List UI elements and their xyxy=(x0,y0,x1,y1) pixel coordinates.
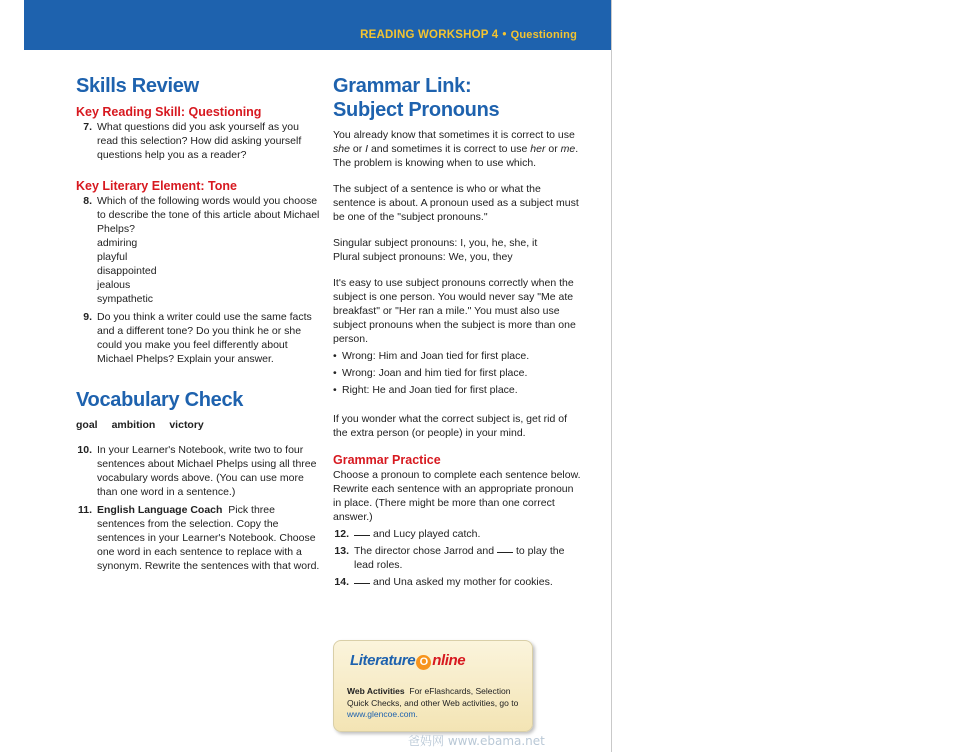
grammar-paragraph-1 xyxy=(333,128,583,170)
example-bullet: • Right: He and Joan tied for first place. xyxy=(333,383,583,397)
glencoe-link[interactable]: www.glencoe.com. xyxy=(347,709,418,719)
question-7 xyxy=(76,120,320,162)
tone-options xyxy=(97,236,320,306)
tone-option: admiring xyxy=(97,237,138,249)
question-text xyxy=(97,503,320,573)
text: . The problem is knowing when to use which. xyxy=(333,143,579,169)
question-number: 12. xyxy=(334,528,349,540)
singular-pronouns: Singular subject pronouns: I, you, he, she, it xyxy=(333,237,538,249)
question-text xyxy=(354,527,583,541)
question-text: Which of the following words would you choose to describe the tone of this article about Michael Phelps? xyxy=(97,195,320,235)
grammar-paragraph-2: The subject of a sentence is who or what the sentence is about. A pronoun used as a subject must be one of the "subject pronouns." xyxy=(333,183,579,223)
question-13-before: The director chose Jarrod and xyxy=(354,545,495,557)
question-text xyxy=(354,575,583,589)
banner-workshop: READING WORKSHOP 4 xyxy=(360,29,499,41)
question-12 xyxy=(333,527,583,541)
logo-o-badge: O xyxy=(416,655,431,670)
text: and sometimes it is correct to use xyxy=(368,143,531,155)
grammar-link-title xyxy=(333,74,583,122)
question-text: In your Learner's Notebook, write two to four sentences about Michael Phelps using all three vocabulary words above. (You can use more than one word in a sentence.) xyxy=(97,444,317,498)
logo-online: nline xyxy=(432,652,466,669)
question-10 xyxy=(76,443,320,499)
italic-her: her xyxy=(530,143,546,155)
reading-skill-heading: Key Reading Skill: Questioning xyxy=(76,105,262,119)
answer-blank xyxy=(497,552,513,553)
vocabulary-check-title: Vocabulary Check xyxy=(76,389,244,411)
web-activities-label: Web Activities xyxy=(347,686,405,696)
question-number: 13. xyxy=(334,545,349,557)
grammar-paragraph-4: If you wonder what the correct subject is, get rid of the extra person (or people) in your mind. xyxy=(333,413,568,439)
question-text: What questions did you ask yourself as you read this selection? How did asking yourself questions help you as a reader? xyxy=(97,121,302,161)
grammar-paragraph-3: It's easy to use subject pronouns correctly when the subject is one person. You would never say "Me ate breakfast" or "Her ran a mile." You must also use subject pronouns when the subject is more than one person. xyxy=(333,277,576,345)
tone-option: playful xyxy=(97,251,128,263)
tone-option: disappointed xyxy=(97,265,157,277)
example-bullets xyxy=(333,349,583,397)
question-11 xyxy=(76,503,320,573)
question-number: 7. xyxy=(83,121,92,133)
grammar-practice-instructions: Choose a pronoun to complete each sentence below. Rewrite each sentence with an appropriate pronoun in place. (There might be more than one correct answer.) xyxy=(333,469,581,523)
page-edge xyxy=(611,0,612,752)
question-12-text: and Lucy played catch. xyxy=(373,528,481,540)
question-number: 14. xyxy=(334,576,349,588)
question-14 xyxy=(333,575,583,589)
english-language-coach-label: English Language Coach xyxy=(97,504,223,516)
watermark: 爸妈网 www.ebama.net xyxy=(408,734,545,748)
banner-topic: Questioning xyxy=(510,29,577,41)
literature-online-logo xyxy=(350,652,466,670)
literary-element-heading: Key Literary Element: Tone xyxy=(76,179,237,193)
literature-online-box xyxy=(333,640,533,732)
question-13 xyxy=(333,544,583,572)
question-text xyxy=(354,544,583,572)
web-activities-text xyxy=(347,686,527,721)
answer-blank xyxy=(354,583,370,584)
answer-blank xyxy=(354,535,370,536)
question-number: 8. xyxy=(83,195,92,207)
vocab-word: ambition xyxy=(111,419,156,431)
banner-title xyxy=(360,29,577,41)
tone-option: sympathetic xyxy=(97,293,154,305)
question-14-text: and Una asked my mother for cookies. xyxy=(373,576,553,588)
left-column xyxy=(76,74,320,573)
italic-she: she xyxy=(333,143,350,155)
banner-separator: • xyxy=(502,29,507,41)
tone-option: jealous xyxy=(97,279,131,291)
grammar-practice-heading: Grammar Practice xyxy=(333,453,441,467)
question-number: 9. xyxy=(83,311,92,323)
web-activities-description: For eFlashcards, Selection Quick Checks, and other Web activities, go to xyxy=(347,686,519,708)
logo-literature: Literature xyxy=(350,652,416,669)
text: or xyxy=(545,143,561,155)
italic-me: me xyxy=(560,143,576,155)
vocab-word: victory xyxy=(169,419,204,431)
grammar-link-title-line1: Grammar Link: xyxy=(333,75,472,97)
question-11-text: Pick three sentences from the selection. Copy the sentences in your Learner's Notebook. Choose one word in each sentence to replace with a synonym. Rewrite the sentences with that word. xyxy=(97,504,320,572)
right-column xyxy=(333,74,583,589)
text: You already know that sometimes it is correct to use xyxy=(333,129,575,141)
text: or xyxy=(349,143,366,155)
grammar-link-title-line2: Subject Pronouns xyxy=(333,99,500,121)
italic-i: I xyxy=(365,143,369,155)
header-banner xyxy=(24,0,611,50)
question-9 xyxy=(76,310,320,366)
example-bullet: • Wrong: Joan and him tied for first place. xyxy=(333,366,583,380)
vocabulary-words xyxy=(76,418,320,432)
question-number: 11. xyxy=(77,504,92,516)
question-13-after: to play the lead roles. xyxy=(354,545,565,571)
example-bullet: • Wrong: Him and Joan tied for first place. xyxy=(333,349,583,363)
skills-review-title: Skills Review xyxy=(76,75,199,97)
question-number: 10. xyxy=(77,444,92,456)
question-text: Do you think a writer could use the same facts and a different tone? Do you think he or she could you make you feel differently about Michael Phelps? Explain your answer. xyxy=(97,311,312,365)
question-8 xyxy=(76,194,320,306)
plural-pronouns: Plural subject pronouns: We, you, they xyxy=(333,251,513,263)
vocab-word: goal xyxy=(76,419,98,431)
